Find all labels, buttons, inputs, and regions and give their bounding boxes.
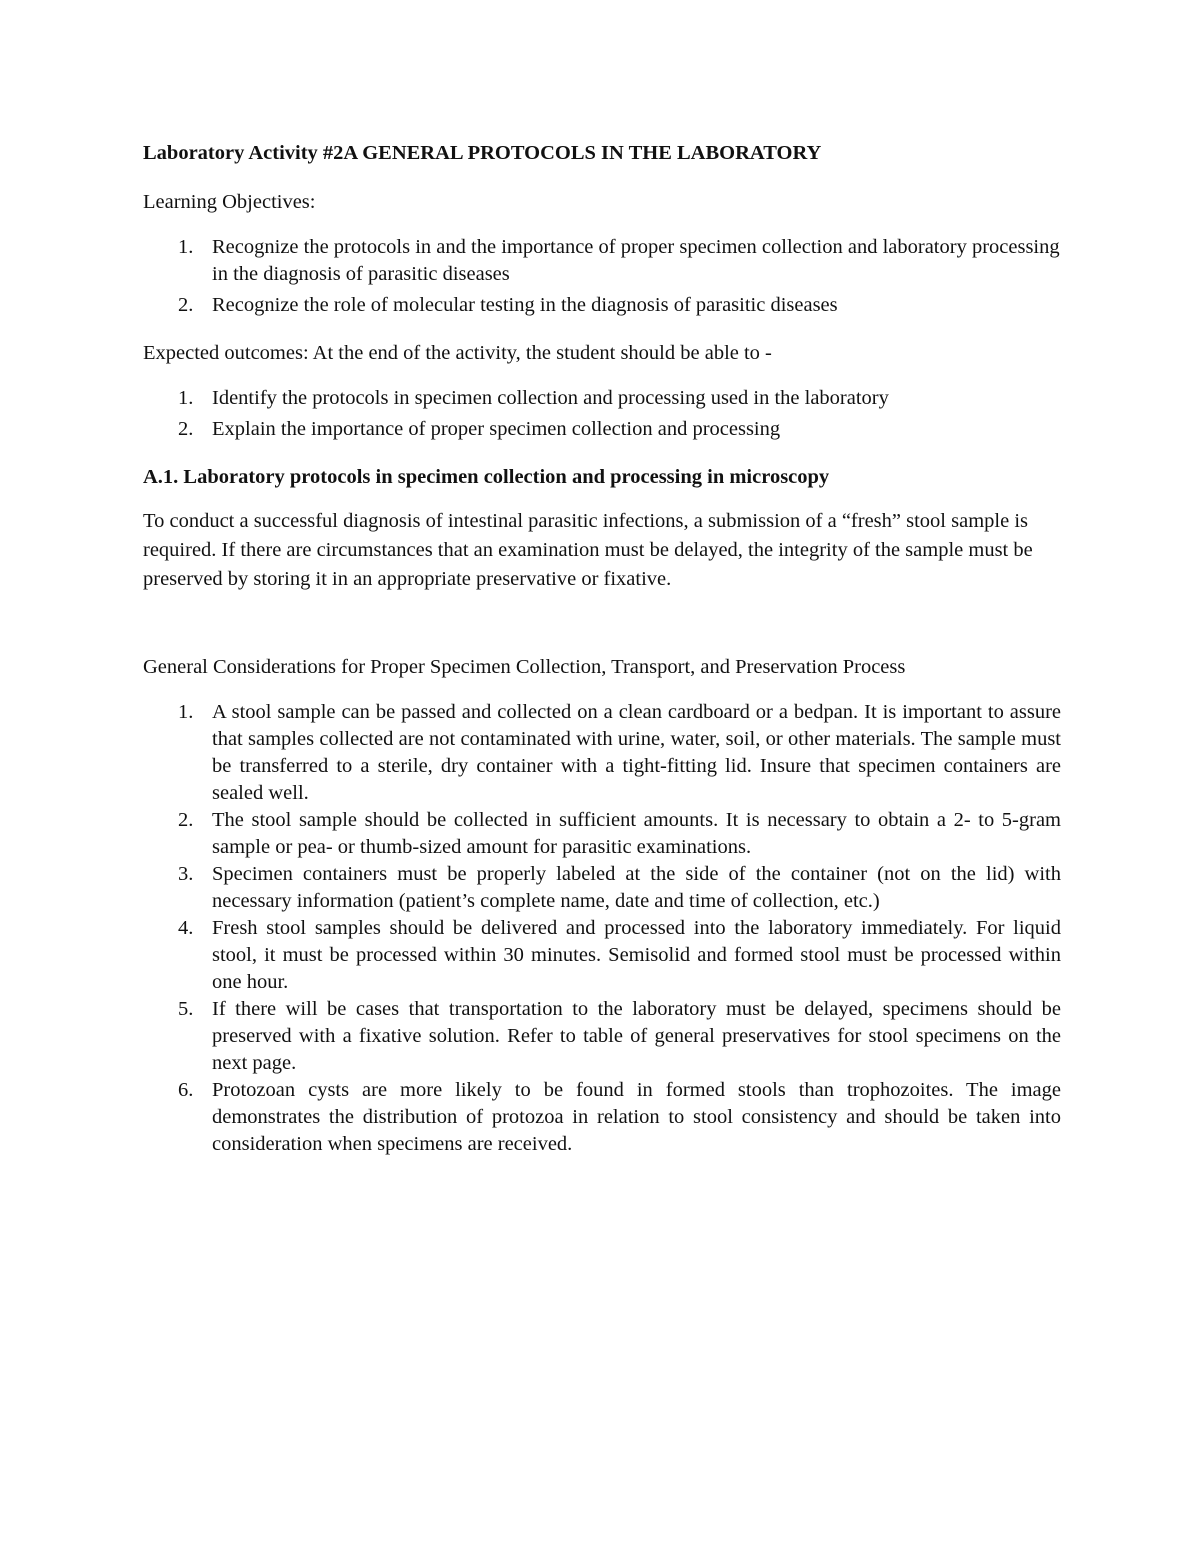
list-item-number: 1. bbox=[178, 236, 194, 258]
document-content bbox=[143, 140, 1061, 1179]
list-item bbox=[143, 807, 1061, 861]
list-item-text: Protozoan cysts are more likely to be found in formed stools than trophozoites. The image demonstrates the distribution of protozoa in relation to stool consistency and should be taken into consideration when specimens are received. bbox=[212, 1079, 1061, 1155]
list-item-text: A stool sample can be passed and collected on a clean cardboard or a bedpan. It is important to assure that samples collected are not contaminated with urine, water, soil, or other materials. The sample must be transferred to a sterile, dry container with a tight-fitting lid. Insure that specimen containers are sealed well. bbox=[212, 701, 1061, 804]
list-item-text: Fresh stool samples should be delivered and processed into the laboratory immediately. For liquid stool, it must be processed within 30 minutes. Semisolid and formed stool must be processed within one hour. bbox=[212, 917, 1061, 993]
considerations-list bbox=[143, 699, 1061, 1158]
list-item bbox=[143, 1077, 1061, 1158]
list-item bbox=[143, 699, 1061, 807]
list-item-number: 1. bbox=[178, 701, 194, 723]
list-item bbox=[143, 416, 1061, 443]
considerations-label: General Considerations for Proper Specimen Collection, Transport, and Preservation Process bbox=[143, 656, 906, 678]
list-item-text: If there will be cases that transportation to the laboratory must be delayed, specimens should be preserved with a fixative solution. Refer to table of general preservatives for stool specimens on the next page. bbox=[212, 998, 1061, 1074]
list-item-number: 2. bbox=[178, 809, 194, 831]
list-item bbox=[143, 861, 1061, 915]
list-item bbox=[143, 292, 1061, 319]
document-title: Laboratory Activity #2A GENERAL PROTOCOLS IN THE LABORATORY bbox=[143, 142, 822, 164]
list-item bbox=[143, 234, 1061, 288]
list-item-number: 1. bbox=[178, 387, 194, 409]
learning-objectives-label: Learning Objectives: bbox=[143, 191, 316, 213]
list-item-number: 3. bbox=[178, 863, 194, 885]
list-item-text: Recognize the protocols in and the importance of proper specimen collection and laboratory processing in the diagnosis of parasitic diseases bbox=[212, 236, 1060, 285]
list-item-text: Explain the importance of proper specimen collection and processing bbox=[212, 418, 781, 440]
list-item-text: Recognize the role of molecular testing in the diagnosis of parasitic diseases bbox=[212, 294, 838, 316]
learning-objectives-list bbox=[143, 234, 1061, 319]
list-item-text: Specimen containers must be properly labeled at the side of the container (not on the lid) with necessary information (patient’s complete name, date and time of collection, etc.) bbox=[212, 863, 1061, 912]
section-paragraph: To conduct a successful diagnosis of intestinal parasitic infections, a submission of a “fresh” stool sample is required. If there are circumstances that an examination must be delayed, the integrity of the sample must be preserved by storing it in an appropriate preservative or fixative. bbox=[143, 510, 1033, 590]
expected-outcomes-list bbox=[143, 385, 1061, 443]
expected-outcomes-label: Expected outcomes: At the end of the activity, the student should be able to - bbox=[143, 342, 772, 364]
list-item bbox=[143, 385, 1061, 412]
list-item-number: 2. bbox=[178, 418, 194, 440]
list-item bbox=[143, 996, 1061, 1077]
list-item bbox=[143, 915, 1061, 996]
list-item-number: 2. bbox=[178, 294, 194, 316]
list-item-number: 5. bbox=[178, 998, 194, 1020]
list-item-text: Identify the protocols in specimen collection and processing used in the laboratory bbox=[212, 387, 889, 409]
list-item-number: 6. bbox=[178, 1079, 194, 1101]
list-item-number: 4. bbox=[178, 917, 194, 939]
section-heading: A.1. Laboratory protocols in specimen collection and processing in microscopy bbox=[143, 466, 830, 488]
list-item-text: The stool sample should be collected in sufficient amounts. It is necessary to obtain a 2- to 5-gram sample or pea- or thumb-sized amount for parasitic examinations. bbox=[212, 809, 1061, 858]
